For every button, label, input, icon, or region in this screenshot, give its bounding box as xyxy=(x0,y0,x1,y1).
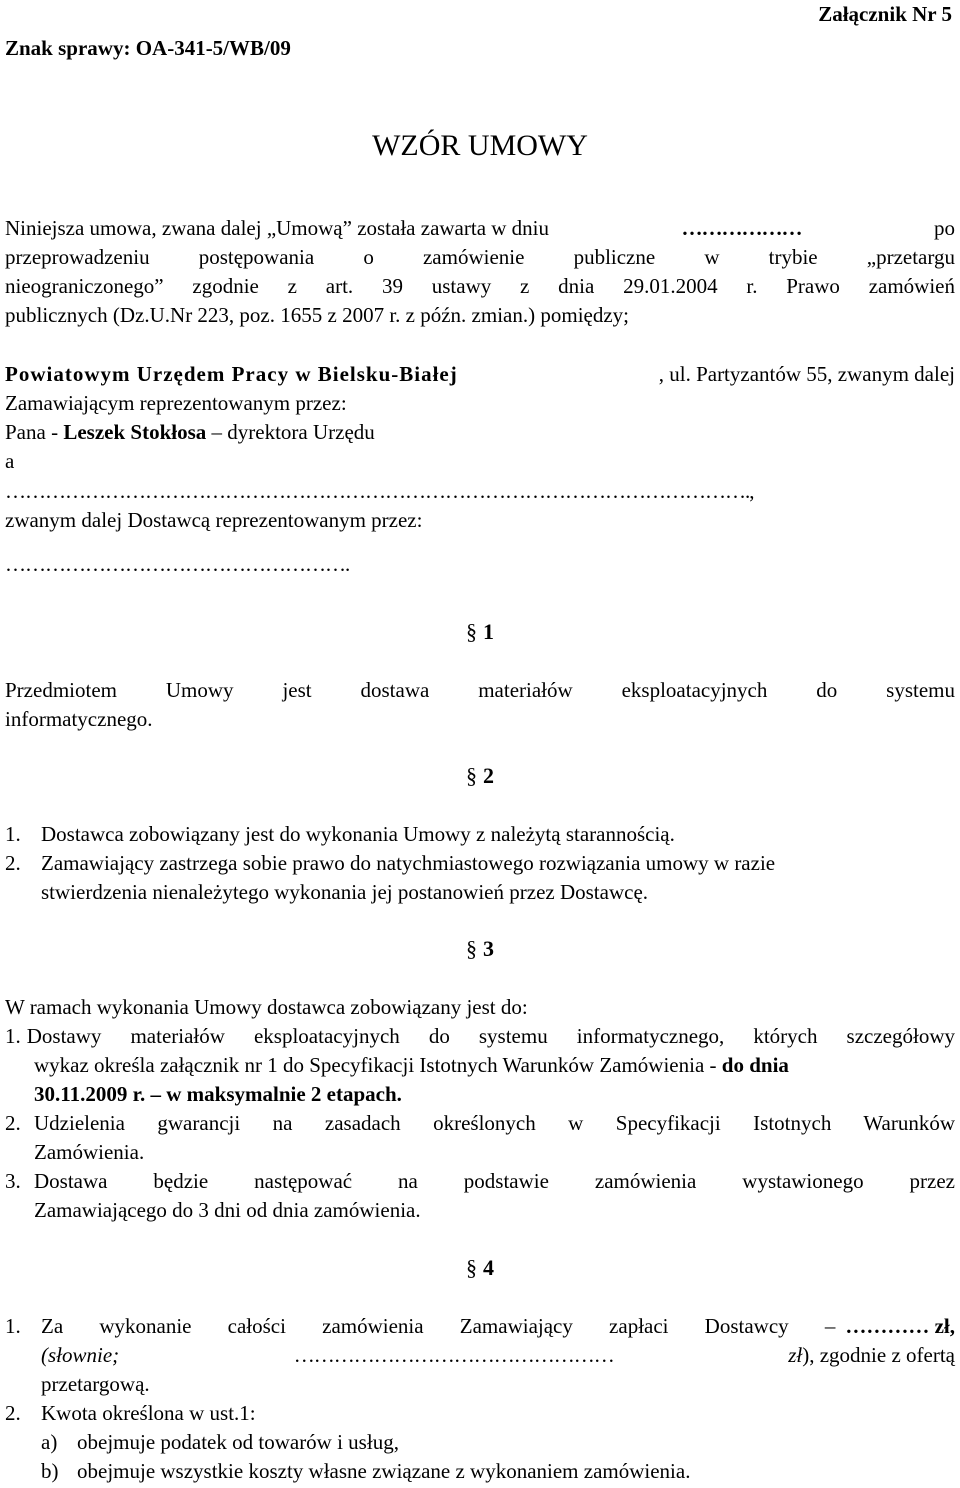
section-4-item-2a: a) obejmuje podatek od towarów i usług, xyxy=(41,1430,399,1454)
intro-line-2: przeprowadzeniu postępowania o zamówienie publiczne w trybie „przetargu xyxy=(5,245,955,269)
and-conjunction: a xyxy=(5,449,15,473)
annex-label: Załącznik Nr 5 xyxy=(818,2,952,26)
case-number: Znak sprawy: OA-341-5/WB/09 xyxy=(5,36,291,60)
section-3-item-2-line-2: Zamówienia. xyxy=(34,1140,145,1164)
employer-line-2: Zamawiającym reprezentowanym przez: xyxy=(5,391,347,415)
section-4-item-2: 2. Kwota określona w ust.1: xyxy=(5,1401,256,1425)
section-3-heading: § 3 xyxy=(466,936,494,961)
intro-line-3: nieograniczonego” zgodnie z art. 39 ustawy z dnia 29.01.2004 r. Prawo zamówień xyxy=(5,274,955,298)
representative-name: Leszek Stokłosa xyxy=(63,420,207,444)
supplier-line: zwanym dalej Dostawcą reprezentowanym przez: xyxy=(5,508,423,532)
representative-line: Pana - Leszek Stokłosa – dyrektora Urzędu xyxy=(5,420,375,444)
section-4-item-2b: b) obejmuje wszystkie koszty własne związane z wykonaniem zamówienia. xyxy=(41,1459,691,1483)
section-2-item-2: 2. Zamawiający zastrzega sobie prawo do natychmiastowego rozwiązania umowy w razie xyxy=(5,851,776,875)
section-2-item-1: 1. Dostawca zobowiązany jest do wykonania Umowy z należytą starannością. xyxy=(5,822,675,846)
section-3-item-3-line-2: Zamawiającego do 3 dni od dnia zamówienia. xyxy=(34,1198,421,1222)
supplier-blank: …………………………………………………………………………………………………., xyxy=(5,479,754,503)
section-3-item-1-line-3: 30.11.2009 r. – w maksymalnie 2 etapach. xyxy=(34,1082,402,1106)
section-3-item-2: 2. Udzielenia gwarancji na zasadach określonych w Specyfikacji Istotnych Warunków xyxy=(5,1111,955,1135)
employer-line: Powiatowym Urzędem Pracy w Bielsku-Białej , ul. Partyzantów 55, zwanym dalej xyxy=(5,362,955,386)
section-3-item-1-line-2: wykaz określa załącznik nr 1 do Specyfikacji Istotnych Warunków Zamówienia - do dnia xyxy=(34,1053,789,1077)
section-4-item-1-line-2: (słownie; ………………………………………… zł), zgodnie z ofertą xyxy=(41,1343,955,1367)
intro-line-4: publicznych (Dz.U.Nr 223, poz. 1655 z 2007 r. z późn. zmian.) pomiędzy; xyxy=(5,303,630,327)
section-3-item-1: 1. Dostawy materiałów eksploatacyjnych do systemu informatycznego, których szczegółowy xyxy=(5,1024,955,1048)
section-4-item-1: 1. Za wykonanie całości zamówienia Zamawiający zapłaci Dostawcy – ………… zł, xyxy=(5,1314,955,1338)
section-2-heading: § 2 xyxy=(466,763,494,788)
section-3-item-3: 3. Dostawa będzie następować na podstawie zamówienia wystawionego przez xyxy=(5,1169,955,1193)
document-title: WZÓR UMOWY xyxy=(372,129,588,162)
section-4-heading: § 4 xyxy=(466,1255,494,1280)
section-2-item-2-cont: stwierdzenia nienależytego wykonania jej postanowień przez Dostawcę. xyxy=(41,880,649,904)
section-1-heading: § 1 xyxy=(466,619,494,644)
section-1-text-2: informatycznego. xyxy=(5,707,153,731)
section-3-intro: W ramach wykonania Umowy dostawca zobowiązany jest do: xyxy=(5,995,528,1019)
section-4-item-1-line-3: przetargową. xyxy=(41,1372,150,1396)
section-1-text-1: Przedmiotem Umowy jest dostawa materiałów eksploatacyjnych do systemu xyxy=(5,678,955,702)
intro-line-1: Niniejsza umowa, zwana dalej „Umową” została zawarta w dniu ……………… po xyxy=(5,216,955,240)
supplier-rep-blank: ……………………………………………. xyxy=(5,552,350,576)
